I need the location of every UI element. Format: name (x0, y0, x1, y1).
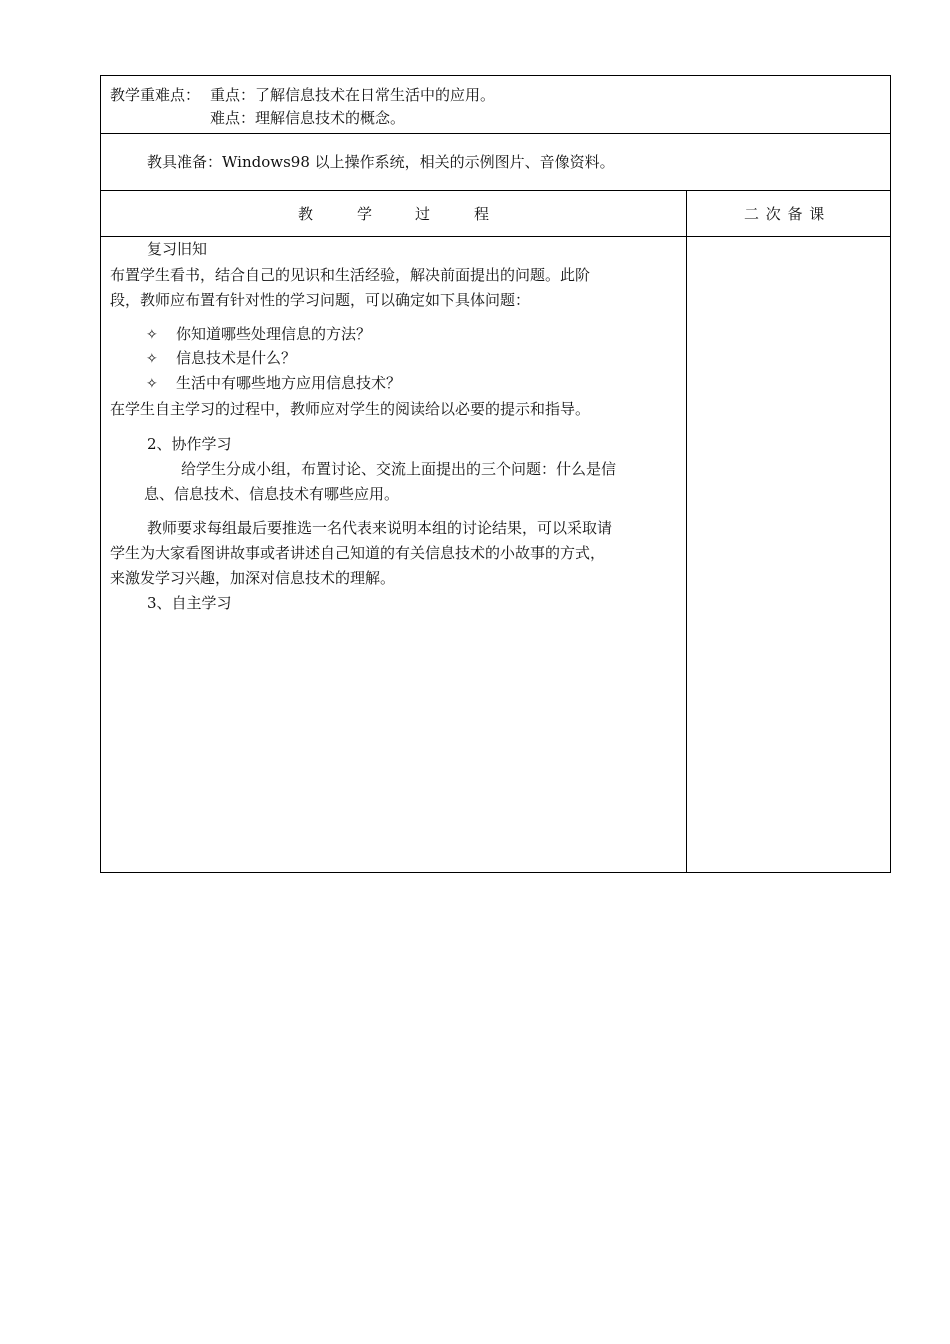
lesson-plan-table (100, 75, 891, 873)
paragraph-line: 给学生分成小组，布置讨论、交流上面提出的三个问题：什么是信 (181, 460, 617, 478)
hard-point-text: 难点：理解信息技术的概念。 (210, 109, 406, 127)
diamond-bullet-icon: ✧ (146, 351, 158, 367)
question-item (146, 348, 296, 369)
header-row (101, 191, 890, 237)
diamond-bullet-icon: ✧ (146, 376, 158, 392)
paragraph-line: 教师要求每组最后要推选一名代表来说明本组的讨论结果，可以采取请 (147, 519, 613, 537)
difficulty-label: 教学重难点： (110, 86, 201, 104)
paragraph-line: 息、信息技术、信息技术有哪些应用。 (144, 485, 400, 503)
section2-title: 2、协作学习 (147, 435, 232, 453)
question-text: 生活中有哪些地方应用信息技术？ (176, 374, 402, 392)
paragraph-line: 在学生自主学习的过程中，教师应对学生的阅读给以必要的提示和指导。 (110, 400, 591, 418)
question-item (146, 324, 371, 345)
review-title: 复习旧知 (147, 240, 208, 258)
second-prep-header: 二 次 备 课 (744, 205, 826, 223)
question-text: 你知道哪些处理信息的方法？ (176, 325, 372, 343)
tools-text: 教具准备：Windows98 以上操作系统，相关的示例图片、音像资料。 (147, 153, 615, 171)
paragraph-line: 布置学生看书，结合自己的见识和生活经验，解决前面提出的问题。此阶 (110, 266, 591, 284)
process-header-char: 程 (474, 205, 490, 223)
paragraph-line: 学生为大家看图讲故事或者讲述自己知道的有关信息技术的小故事的方式， (110, 544, 606, 562)
question-text: 信息技术是什么？ (176, 349, 297, 367)
difficulty-row (101, 76, 890, 134)
paragraph-line: 段，教师应布置有针对性的学习问题，可以确定如下具体问题： (110, 291, 531, 309)
tools-row (101, 134, 890, 191)
process-header-char: 教 (298, 205, 314, 223)
question-item (146, 373, 401, 394)
key-point-text: 重点：了解信息技术在日常生活中的应用。 (210, 86, 496, 104)
process-header-char: 学 (357, 205, 373, 223)
diamond-bullet-icon: ✧ (146, 327, 158, 343)
section3-title: 3、自主学习 (147, 594, 232, 612)
paragraph-line: 来激发学习兴趣，加深对信息技术的理解。 (110, 569, 396, 587)
process-header-char: 过 (415, 205, 431, 223)
process-body (101, 237, 890, 872)
